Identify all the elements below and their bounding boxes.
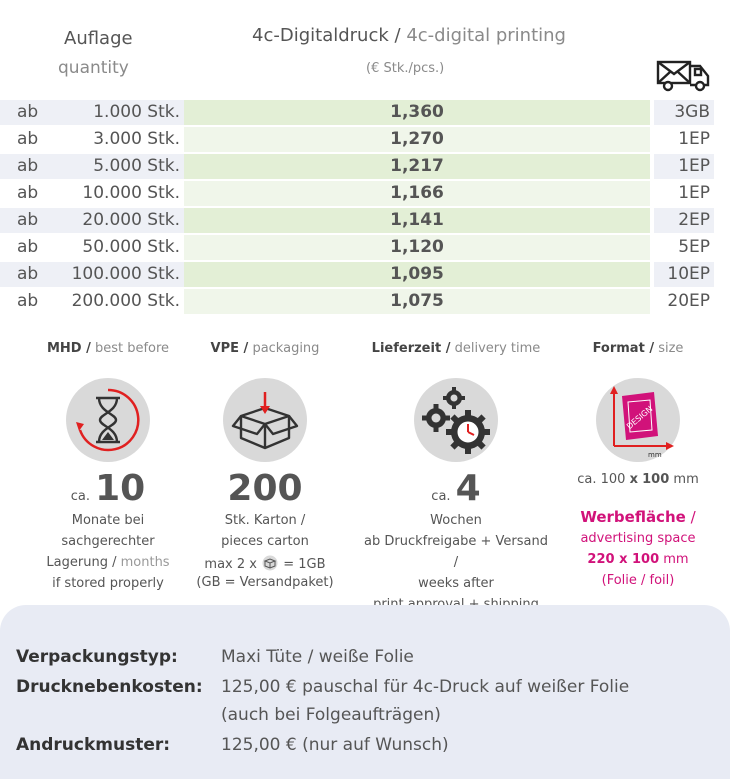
- format-size: [548, 472, 728, 487]
- packaging-type-label: Verpackungstyp:: [16, 647, 178, 667]
- qty-prefix: ab: [0, 127, 56, 152]
- delivery-column: [361, 338, 551, 615]
- best-before-value: 10: [95, 468, 146, 509]
- delivery-title-en: delivery time: [454, 341, 541, 356]
- delivery-value: 4: [455, 468, 481, 509]
- best-before-line4: if stored properly: [52, 576, 164, 591]
- ad-space-sep: /: [690, 508, 696, 526]
- quantity-cell: 3.000 Stk.: [56, 127, 184, 152]
- packaging-line4: (GB = Versandpaket): [196, 575, 334, 590]
- table-row: [0, 126, 730, 153]
- format-title-en: size: [658, 341, 684, 356]
- packaging-type-value: Maxi Tüte / weiße Folie: [221, 647, 414, 667]
- ad-space-size: 220 x 100: [587, 552, 660, 567]
- quantity-header-de: Auflage: [64, 28, 133, 49]
- price-cell: 1,270: [184, 127, 650, 152]
- delivery-ca: ca.: [431, 489, 451, 504]
- delivery-title: [361, 338, 551, 360]
- quantity-cell: 1.000 Stk.: [56, 100, 184, 125]
- extra-costs-value: 125,00 € pauschal für 4c-Druck auf weißer Folie: [221, 677, 630, 697]
- price-cell: 1,075: [184, 289, 650, 314]
- ad-space-en: advertising space: [580, 531, 696, 546]
- packaging-title-en: packaging: [252, 341, 320, 356]
- proof-label: Andruckmuster:: [16, 735, 171, 755]
- qty-prefix: ab: [0, 208, 56, 233]
- ad-space-de: Werbefläche: [580, 508, 686, 526]
- quantity-cell: 20.000 Stk.: [56, 208, 184, 233]
- mm-label: mm: [648, 451, 662, 459]
- shipping-cell: 2EP: [654, 208, 714, 233]
- small-box-icon: [261, 555, 279, 571]
- packaging-line3-post: = 1GB: [283, 557, 326, 572]
- delivery-line3: weeks after: [418, 576, 494, 591]
- quantity-cell: 10.000 Stk.: [56, 181, 184, 206]
- format-column: [548, 338, 728, 591]
- best-before-line2: sachgerechter: [61, 534, 155, 549]
- table-row: [0, 288, 730, 315]
- qty-prefix: ab: [0, 289, 56, 314]
- qty-prefix: ab: [0, 100, 56, 125]
- price-cell: 1,120: [184, 235, 650, 260]
- quantity-header-en: quantity: [58, 58, 129, 78]
- format-size-bold: 100: [642, 472, 670, 487]
- table-row: [0, 207, 730, 234]
- truck-envelope-icon: [656, 58, 712, 92]
- packaging-line1: Stk. Karton /: [224, 513, 306, 528]
- table-row: [0, 99, 730, 126]
- price-cell: 1,166: [184, 181, 650, 206]
- table-row: [0, 180, 730, 207]
- table-row: [0, 261, 730, 288]
- qty-prefix: ab: [0, 262, 56, 287]
- quantity-cell: 200.000 Stk.: [56, 289, 184, 314]
- format-title-de: Format /: [592, 341, 655, 356]
- box-icon: [223, 378, 307, 462]
- qty-prefix: ab: [0, 154, 56, 179]
- packaging-line2: pieces carton: [221, 534, 309, 549]
- design-bag-icon: [596, 378, 680, 462]
- quantity-cell: 50.000 Stk.: [56, 235, 184, 260]
- packaging-title: [175, 338, 355, 360]
- proof-value: 125,00 € (nur auf Wunsch): [221, 735, 449, 755]
- table-row: [0, 234, 730, 261]
- shipping-cell: 5EP: [654, 235, 714, 260]
- packaging-value: 200: [227, 468, 303, 509]
- shipping-cell: 3GB: [654, 100, 714, 125]
- shipping-cell: 1EP: [654, 181, 714, 206]
- hourglass-icon: [66, 378, 150, 462]
- best-before-ca: ca.: [70, 489, 91, 504]
- design-label: DESIGN: [624, 404, 655, 431]
- best-before-title-de: MHD /: [46, 341, 91, 356]
- packaging-line3-pre: max 2 x: [204, 557, 257, 572]
- format-title: [548, 338, 728, 360]
- delivery-title-de: Lieferzeit /: [371, 341, 451, 356]
- format-size-unit: mm: [673, 472, 699, 487]
- extra-costs-note: (auch bei Folgeaufträgen): [221, 705, 441, 725]
- price-cell: 1,141: [184, 208, 650, 233]
- qty-prefix: ab: [0, 181, 56, 206]
- packaging-title-de: VPE /: [210, 341, 249, 356]
- price-table: [0, 99, 730, 315]
- details-panel: [0, 605, 730, 779]
- gears-clock-icon: [414, 378, 498, 462]
- delivery-line2: ab Druckfreigabe + Versand /: [364, 534, 548, 570]
- price-cell: 1,360: [184, 100, 650, 125]
- shipping-cell: 20EP: [654, 289, 714, 314]
- price-cell: 1,217: [184, 154, 650, 179]
- extra-costs-label: Drucknebenkosten:: [16, 677, 203, 697]
- shipping-cell: 1EP: [654, 127, 714, 152]
- price-cell: 1,095: [184, 262, 650, 287]
- ad-space-foil: (Folie / foil): [601, 573, 675, 588]
- shipping-cell: 1EP: [654, 154, 714, 179]
- table-row: [0, 153, 730, 180]
- ad-space-unit: mm: [663, 552, 689, 567]
- print-type-header: [252, 25, 566, 46]
- format-size-x: x: [629, 472, 638, 487]
- price-unit: (€ Stk./pcs.): [366, 61, 445, 76]
- quantity-cell: 100.000 Stk.: [56, 262, 184, 287]
- quantity-cell: 5.000 Stk.: [56, 154, 184, 179]
- best-before-line3-en: months: [120, 555, 170, 570]
- best-before-title-en: best before: [94, 341, 170, 356]
- print-type-en: 4c-digital printing: [406, 25, 566, 46]
- packaging-column: [175, 338, 355, 590]
- best-before-title: [18, 338, 198, 360]
- best-before-column: [18, 338, 198, 594]
- shipping-cell: 10EP: [654, 262, 714, 287]
- delivery-line1: Wochen: [430, 513, 482, 528]
- print-type-de: 4c-Digitaldruck: [252, 25, 389, 46]
- best-before-line3-de: Lagerung /: [46, 555, 117, 570]
- print-type-separator: /: [394, 25, 401, 46]
- qty-prefix: ab: [0, 235, 56, 260]
- best-before-line1: Monate bei: [71, 513, 145, 528]
- format-size-pre: ca. 100: [577, 472, 626, 487]
